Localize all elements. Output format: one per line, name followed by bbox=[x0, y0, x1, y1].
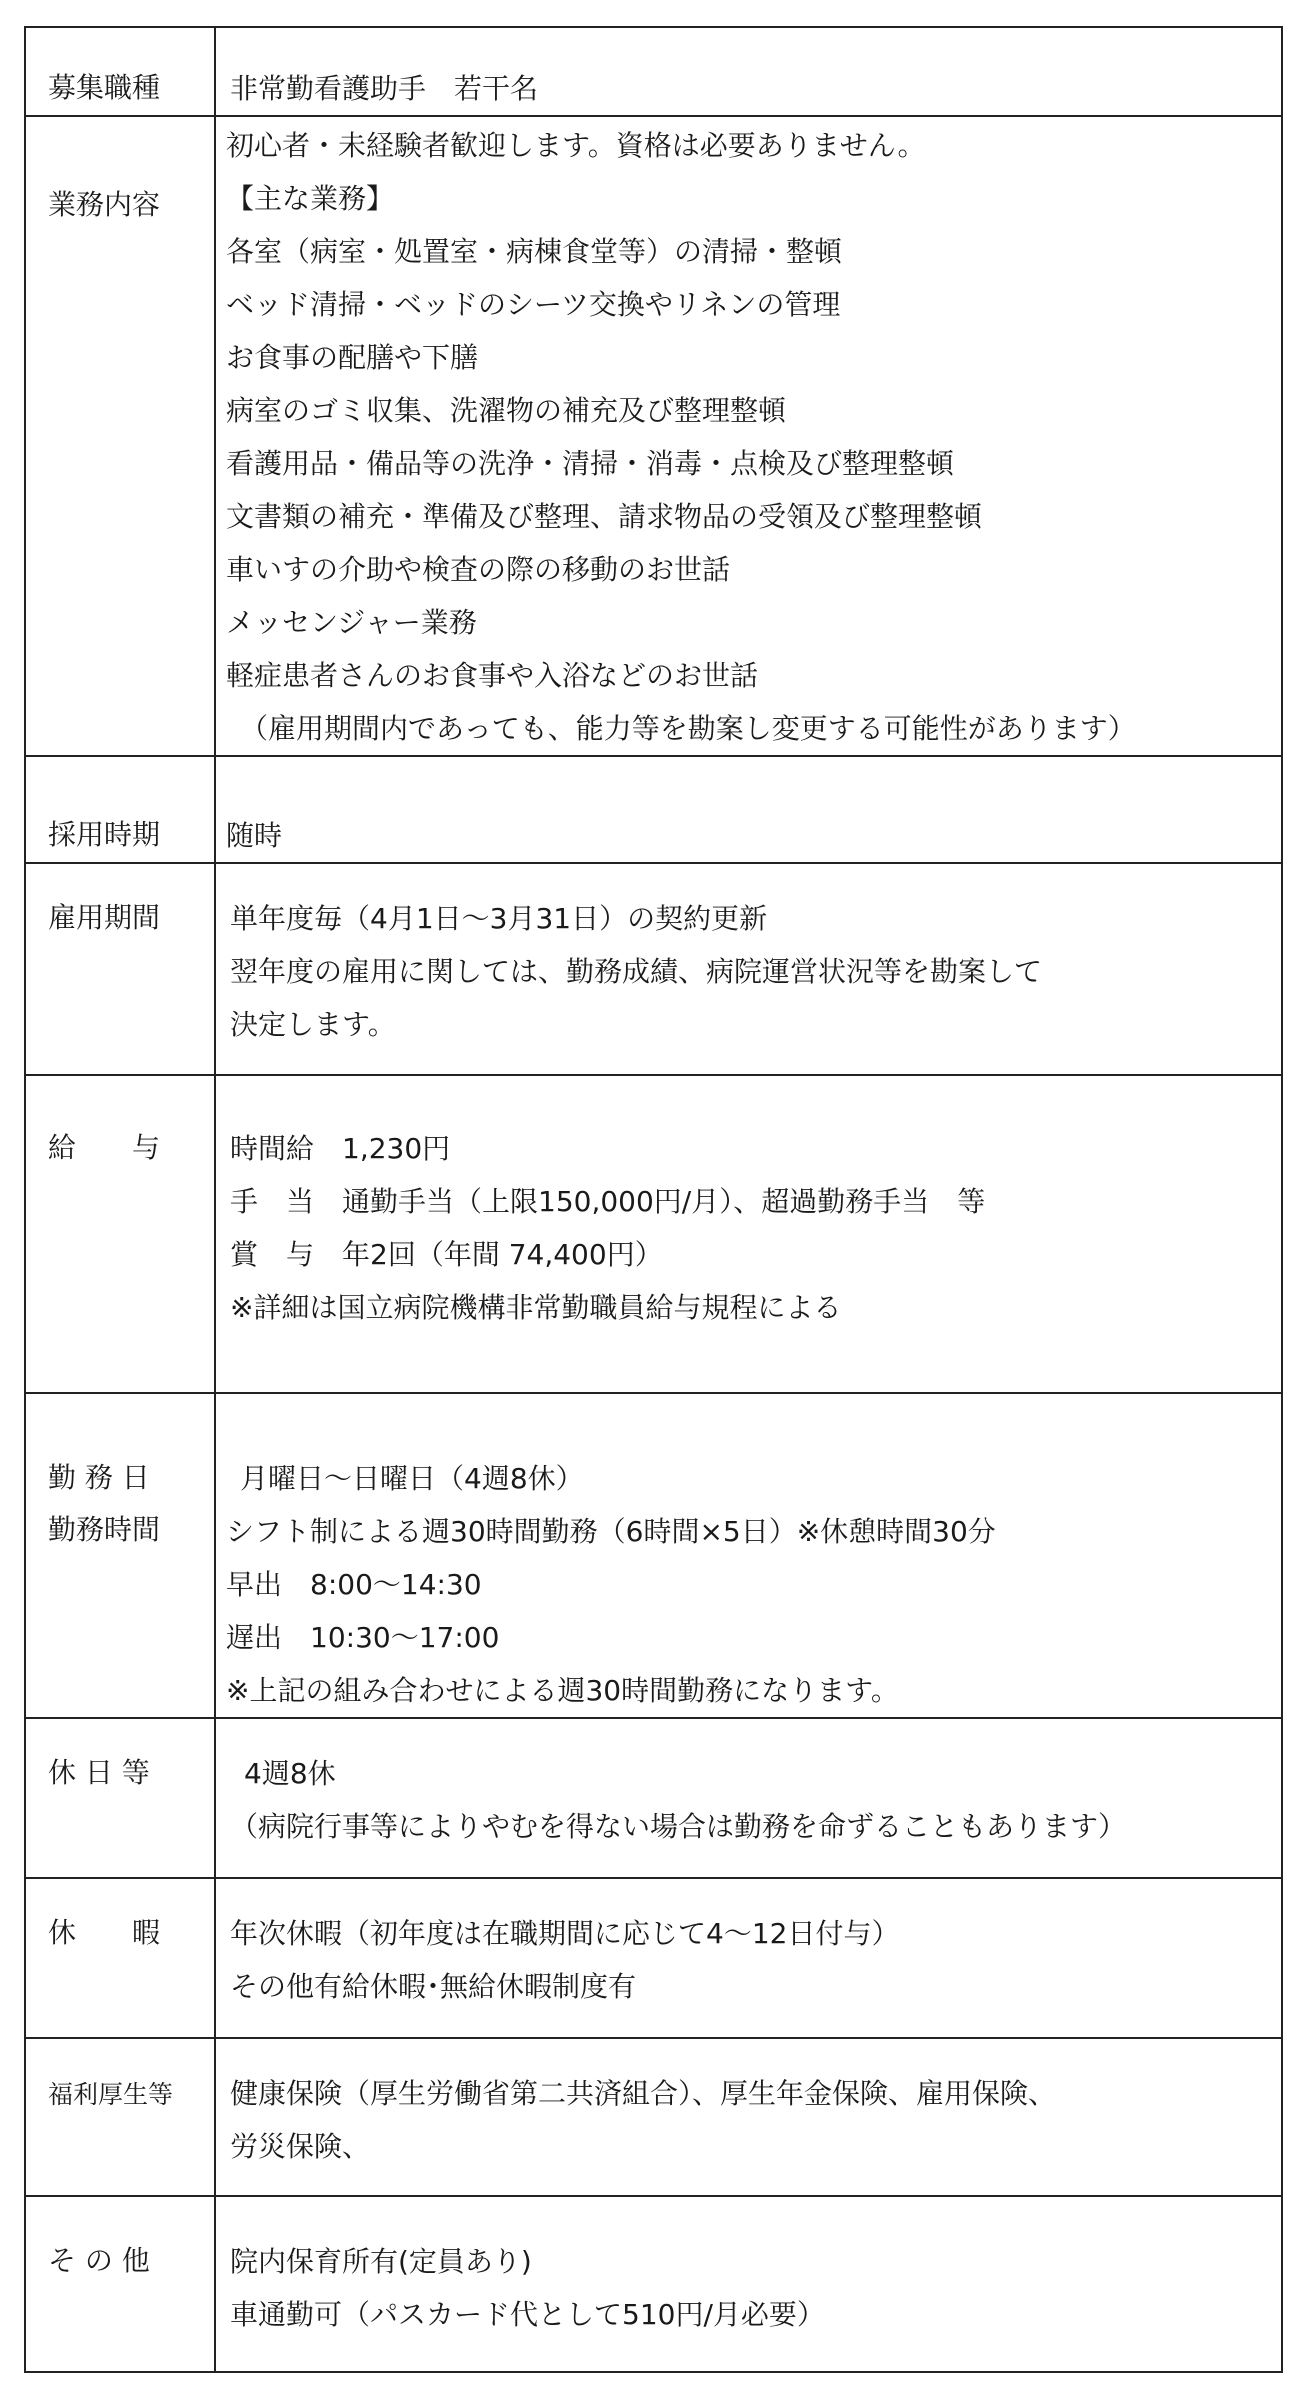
content-line: 手 当 通勤手当（上限150,000円/月）、超過勤務手当 等 bbox=[230, 1185, 986, 1218]
label-cell bbox=[25, 1718, 215, 1878]
content-line: 単年度毎（4月1日〜3月31日）の契約更新 bbox=[230, 902, 768, 935]
label-leave: 休 暇 bbox=[48, 1916, 161, 1949]
content-line: シフト制による週30時間勤務（6時間×5日）※休憩時間30分 bbox=[226, 1515, 996, 1548]
content-cell bbox=[215, 756, 1282, 863]
content-line: 車いすの介助や検査の際の移動のお世話 bbox=[226, 553, 731, 586]
label-benefits: 福利厚生等 bbox=[48, 2080, 174, 2109]
content-line: 時間給 1,230円 bbox=[230, 1132, 451, 1165]
content-line: 【主な業務】 bbox=[226, 182, 395, 215]
label-employment-period: 雇用期間 bbox=[48, 901, 161, 934]
content-line: 早出 8:00〜14:30 bbox=[226, 1568, 482, 1601]
content-line: 翌年度の雇用に関しては、勤務成績、病院運営状況等を勘案して bbox=[230, 955, 1043, 988]
label-cell bbox=[25, 2038, 215, 2196]
content-cell bbox=[215, 2196, 1282, 2372]
row-work-schedule bbox=[25, 1393, 1282, 1718]
label-position: 募集職種 bbox=[48, 71, 161, 104]
row-duties bbox=[25, 116, 1282, 756]
label-work-hours: 勤務時間 bbox=[48, 1513, 161, 1546]
content-line: ベッド清掃・ベッドのシーツ交換やリネンの管理 bbox=[226, 288, 841, 321]
label-holidays: 休 日 等 bbox=[48, 1756, 150, 1789]
row-other bbox=[25, 2196, 1282, 2372]
content-line: 4週8休 bbox=[244, 1757, 336, 1790]
content-line: 決定します。 bbox=[230, 1008, 396, 1041]
content-line: お食事の配膳や下膳 bbox=[226, 341, 479, 374]
row-hiring-time bbox=[25, 756, 1282, 863]
content-line: 院内保育所有(定員あり) bbox=[230, 2245, 532, 2278]
row-leave bbox=[25, 1878, 1282, 2038]
label-other: そ の 他 bbox=[48, 2244, 150, 2277]
content-line: 病室のゴミ収集、洗濯物の補充及び整理整頓 bbox=[226, 394, 787, 427]
label-cell bbox=[25, 27, 215, 116]
label-cell bbox=[25, 1393, 215, 1718]
row-holidays bbox=[25, 1718, 1282, 1878]
content-line: 軽症患者さんのお食事や入浴などのお世話 bbox=[226, 659, 759, 692]
row-benefits bbox=[25, 2038, 1282, 2196]
content-cell bbox=[215, 863, 1282, 1075]
job-posting-table bbox=[24, 26, 1283, 2373]
row-salary bbox=[25, 1075, 1282, 1393]
label-cell bbox=[25, 863, 215, 1075]
content-cell bbox=[215, 27, 1282, 116]
label-cell bbox=[25, 1878, 215, 2038]
label-salary: 給 与 bbox=[48, 1131, 161, 1164]
content-cell bbox=[215, 1075, 1282, 1393]
content-line: 看護用品・備品等の洗浄・清掃・消毒・点検及び整理整頓 bbox=[226, 447, 955, 480]
content-cell bbox=[215, 1393, 1282, 1718]
row-position bbox=[25, 27, 1282, 116]
content-line: 非常勤看護助手 若干名 bbox=[230, 72, 539, 105]
content-line: 車通勤可（パスカード代として510円/月必要） bbox=[230, 2298, 825, 2331]
label-work-days: 勤 務 日 bbox=[48, 1461, 150, 1494]
content-line: メッセンジャー業務 bbox=[226, 606, 477, 639]
label-duties: 業務内容 bbox=[48, 188, 161, 221]
content-cell bbox=[215, 116, 1282, 756]
content-line: 月曜日〜日曜日（4週8休） bbox=[240, 1462, 584, 1495]
content-line: 賞 与 年2回（年間 74,400円） bbox=[230, 1238, 663, 1271]
content-line: 健康保険（厚生労働省第二共済組合）、厚生年金保険、雇用保険、 bbox=[230, 2077, 1057, 2110]
content-line: 随時 bbox=[226, 819, 283, 852]
label-cell bbox=[25, 2196, 215, 2372]
content-cell bbox=[215, 1878, 1282, 2038]
label-cell bbox=[25, 1075, 215, 1393]
content-line: 初心者・未経験者歓迎します。資格は必要ありません。 bbox=[226, 129, 926, 162]
label-cell bbox=[25, 116, 215, 756]
label-hiring-time: 採用時期 bbox=[48, 818, 161, 851]
content-line: 文書類の補充・準備及び整理、請求物品の受領及び整理整頓 bbox=[226, 500, 983, 533]
content-cell bbox=[215, 2038, 1282, 2196]
content-line: （病院行事等によりやむを得ない場合は勤務を命ずることもあります） bbox=[230, 1810, 1127, 1843]
content-cell bbox=[215, 1718, 1282, 1878]
content-line: 年次休暇（初年度は在職期間に応じて4〜12日付与） bbox=[230, 1917, 900, 1950]
content-line: その他有給休暇･無給休暇制度有 bbox=[230, 1970, 637, 2003]
content-line: ※詳細は国立病院機構非常勤職員給与規程による bbox=[230, 1291, 842, 1324]
content-line: （雇用期間内であっても、能力等を勘案し変更する可能性があります） bbox=[240, 712, 1136, 745]
row-employment-period bbox=[25, 863, 1282, 1075]
content-line: 労災保険、 bbox=[230, 2130, 371, 2163]
content-line: 遅出 10:30〜17:00 bbox=[226, 1621, 500, 1654]
label-cell bbox=[25, 756, 215, 863]
content-line: ※上記の組み合わせによる週30時間勤務になります。 bbox=[226, 1674, 899, 1707]
content-line: 各室（病室・処置室・病棟食堂等）の清掃・整頓 bbox=[226, 235, 843, 268]
